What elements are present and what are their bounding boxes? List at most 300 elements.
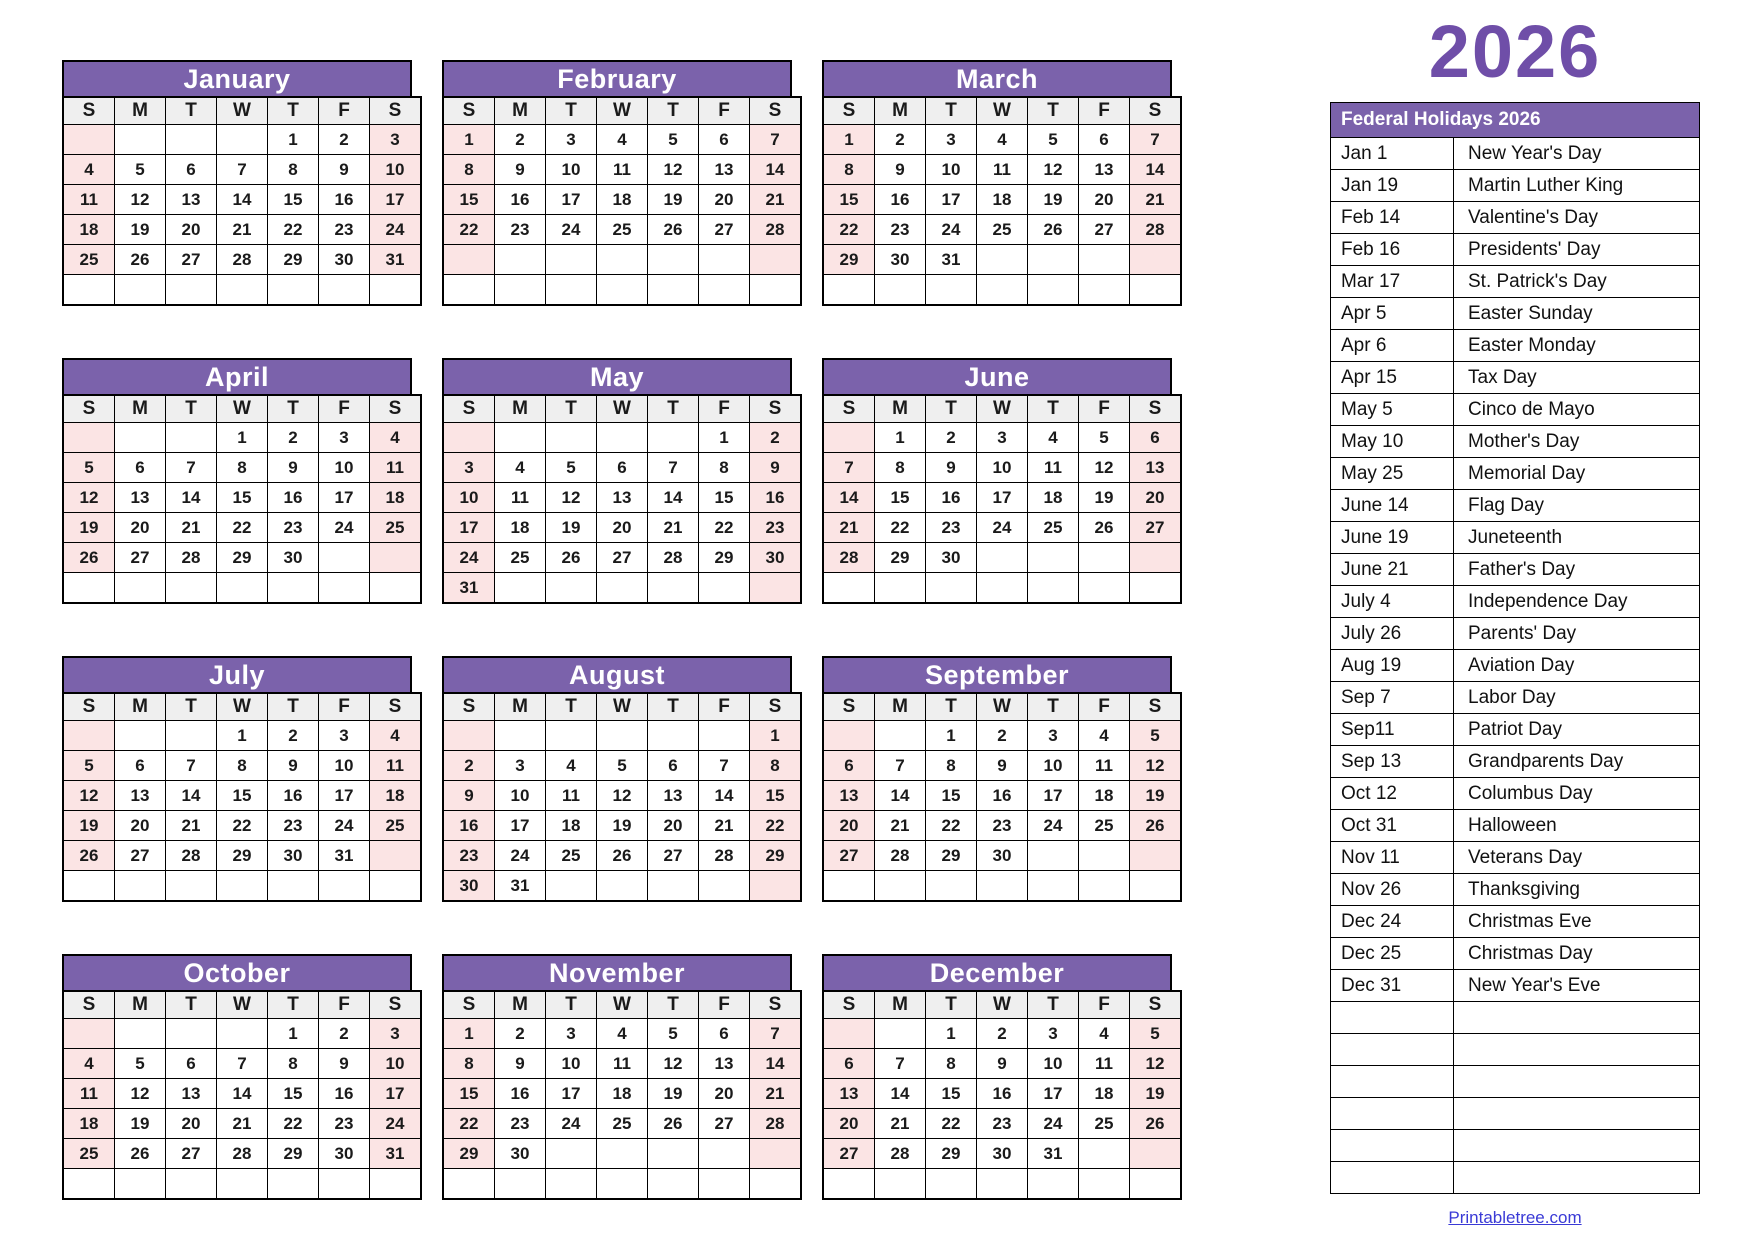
week-row (443, 573, 801, 604)
day-cell: 16 (319, 185, 370, 215)
empty-cell (823, 1019, 875, 1049)
day-cell: 29 (268, 1139, 319, 1169)
holiday-name: Veterans Day (1454, 842, 1700, 874)
weekday-header: M (495, 395, 546, 423)
week-row (443, 1019, 801, 1049)
empty-cell (1130, 543, 1182, 573)
holiday-row (1331, 490, 1700, 522)
day-cell: 31 (319, 841, 370, 871)
holiday-name: Labor Day (1454, 682, 1700, 714)
holiday-row (1331, 906, 1700, 938)
day-cell: 28 (648, 543, 699, 573)
weekday-header: T (546, 395, 597, 423)
day-cell: 4 (63, 1049, 115, 1079)
day-cell: 23 (495, 215, 546, 245)
day-cell: 21 (217, 1109, 268, 1139)
day-cell: 12 (1130, 751, 1182, 781)
holiday-name: Mother's Day (1454, 426, 1700, 458)
holiday-name: Juneteenth (1454, 522, 1700, 554)
holiday-name: Cinco de Mayo (1454, 394, 1700, 426)
day-cell: 15 (926, 781, 977, 811)
holiday-date: June 21 (1331, 554, 1454, 586)
day-cell: 10 (546, 1049, 597, 1079)
empty-cell (63, 1169, 115, 1200)
day-cell: 8 (699, 453, 750, 483)
day-cell: 1 (443, 1019, 495, 1049)
day-cell: 2 (926, 423, 977, 453)
day-cell: 7 (166, 453, 217, 483)
holiday-empty-name (1454, 1002, 1700, 1034)
day-cell: 2 (977, 1019, 1028, 1049)
day-cell: 1 (217, 721, 268, 751)
weekday-header: T (268, 395, 319, 423)
day-cell: 29 (217, 841, 268, 871)
week-row (63, 721, 421, 751)
day-cell: 25 (546, 841, 597, 871)
day-cell: 27 (1130, 513, 1182, 543)
week-row (823, 1139, 1181, 1169)
day-cell: 3 (443, 453, 495, 483)
day-cell: 24 (546, 1109, 597, 1139)
week-row (63, 215, 421, 245)
day-cell: 17 (370, 185, 422, 215)
weekday-header: T (166, 693, 217, 721)
week-row (823, 751, 1181, 781)
day-cell: 20 (597, 513, 648, 543)
day-cell: 24 (370, 1109, 422, 1139)
empty-cell (1130, 841, 1182, 871)
day-cell: 12 (597, 781, 648, 811)
weekday-header: T (648, 395, 699, 423)
empty-cell (268, 275, 319, 306)
day-cell: 15 (750, 781, 802, 811)
day-cell: 25 (370, 513, 422, 543)
day-cell: 31 (495, 871, 546, 902)
weekday-header: T (1028, 693, 1079, 721)
empty-cell (443, 275, 495, 306)
week-row (443, 1079, 801, 1109)
day-cell: 16 (268, 781, 319, 811)
weekday-header: S (1130, 97, 1182, 125)
empty-cell (370, 841, 422, 871)
day-cell: 18 (495, 513, 546, 543)
weekday-header: W (217, 693, 268, 721)
day-cell: 14 (823, 483, 875, 513)
day-cell: 25 (370, 811, 422, 841)
weekday-header: T (648, 693, 699, 721)
empty-cell (1028, 871, 1079, 902)
weekday-header: F (319, 395, 370, 423)
day-cell: 25 (1028, 513, 1079, 543)
day-cell: 18 (546, 811, 597, 841)
day-cell: 4 (597, 125, 648, 155)
empty-cell (1079, 1169, 1130, 1200)
holiday-name: Christmas Eve (1454, 906, 1700, 938)
day-cell: 14 (750, 155, 802, 185)
week-row (823, 1169, 1181, 1200)
holiday-empty-name (1454, 1034, 1700, 1066)
day-cell: 3 (495, 751, 546, 781)
day-cell: 4 (495, 453, 546, 483)
day-cell: 2 (495, 1019, 546, 1049)
day-cell: 8 (217, 751, 268, 781)
week-row (63, 423, 421, 453)
empty-cell (977, 543, 1028, 573)
holiday-date: Dec 31 (1331, 970, 1454, 1002)
holiday-date: June 14 (1331, 490, 1454, 522)
holiday-name: New Year's Eve (1454, 970, 1700, 1002)
day-cell: 31 (370, 1139, 422, 1169)
day-cell: 7 (217, 155, 268, 185)
week-row (823, 543, 1181, 573)
week-row (63, 543, 421, 573)
day-cell: 16 (268, 483, 319, 513)
day-cell: 21 (166, 513, 217, 543)
holiday-date: Mar 17 (1331, 266, 1454, 298)
weekday-header: T (268, 693, 319, 721)
week-row (63, 275, 421, 306)
day-cell: 13 (597, 483, 648, 513)
day-cell: 5 (63, 751, 115, 781)
weekday-header: F (1079, 97, 1130, 125)
day-cell: 9 (977, 751, 1028, 781)
holiday-date: Sep 13 (1331, 746, 1454, 778)
day-cell: 11 (1079, 751, 1130, 781)
month-title: November (442, 954, 792, 990)
day-cell: 19 (63, 513, 115, 543)
day-cell: 9 (268, 751, 319, 781)
weekday-header: S (750, 693, 802, 721)
day-cell: 29 (750, 841, 802, 871)
day-cell: 26 (115, 245, 166, 275)
day-cell: 7 (1130, 125, 1182, 155)
month-title: June (822, 358, 1172, 394)
day-cell: 7 (875, 751, 926, 781)
weekday-header: T (546, 991, 597, 1019)
holiday-empty-name (1454, 1098, 1700, 1130)
day-cell: 12 (115, 1079, 166, 1109)
weekday-header: S (443, 97, 495, 125)
day-cell: 18 (1079, 1079, 1130, 1109)
day-cell: 25 (597, 1109, 648, 1139)
month-table (62, 990, 422, 1200)
day-cell: 8 (268, 1049, 319, 1079)
weekday-header: W (217, 991, 268, 1019)
day-cell: 27 (1079, 215, 1130, 245)
day-cell: 15 (217, 483, 268, 513)
holiday-row (1331, 810, 1700, 842)
day-cell: 28 (875, 841, 926, 871)
day-cell: 13 (699, 155, 750, 185)
weekday-header: M (875, 97, 926, 125)
day-cell: 18 (63, 1109, 115, 1139)
holiday-date: June 19 (1331, 522, 1454, 554)
weekday-header: M (495, 693, 546, 721)
empty-cell (115, 125, 166, 155)
day-cell: 23 (977, 811, 1028, 841)
empty-cell (750, 275, 802, 306)
month-title: July (62, 656, 412, 692)
holiday-name: Flag Day (1454, 490, 1700, 522)
day-cell: 7 (823, 453, 875, 483)
month-block (442, 60, 792, 306)
holiday-row (1331, 938, 1700, 970)
day-cell: 29 (699, 543, 750, 573)
month-table (62, 394, 422, 604)
day-cell: 27 (115, 841, 166, 871)
day-cell: 30 (268, 543, 319, 573)
day-cell: 19 (1028, 185, 1079, 215)
holiday-empty-row (1331, 1162, 1700, 1194)
month-table (62, 96, 422, 306)
day-cell: 26 (63, 543, 115, 573)
month-table (822, 96, 1182, 306)
empty-cell (1130, 573, 1182, 604)
day-cell: 20 (823, 811, 875, 841)
day-cell: 24 (1028, 1109, 1079, 1139)
day-cell: 8 (926, 751, 977, 781)
day-cell: 13 (699, 1049, 750, 1079)
empty-cell (115, 721, 166, 751)
holiday-date: Sep 7 (1331, 682, 1454, 714)
day-cell: 22 (699, 513, 750, 543)
month-table (442, 692, 802, 902)
empty-cell (370, 543, 422, 573)
holiday-date: Apr 5 (1331, 298, 1454, 330)
day-cell: 28 (166, 841, 217, 871)
empty-cell (115, 573, 166, 604)
day-cell: 8 (926, 1049, 977, 1079)
month-table (442, 394, 802, 604)
day-cell: 12 (1130, 1049, 1182, 1079)
weekday-header: M (875, 395, 926, 423)
week-row (823, 841, 1181, 871)
day-cell: 14 (875, 1079, 926, 1109)
weekday-header: W (597, 395, 648, 423)
day-cell: 13 (823, 781, 875, 811)
empty-cell (63, 423, 115, 453)
weekday-header: S (1130, 395, 1182, 423)
day-cell: 11 (597, 155, 648, 185)
day-cell: 7 (166, 751, 217, 781)
week-row (63, 513, 421, 543)
day-cell: 23 (875, 215, 926, 245)
empty-cell (495, 721, 546, 751)
day-cell: 15 (823, 185, 875, 215)
empty-cell (699, 871, 750, 902)
holiday-empty-name (1454, 1066, 1700, 1098)
empty-cell (319, 543, 370, 573)
empty-cell (699, 1169, 750, 1200)
week-row (63, 1139, 421, 1169)
month-table (442, 990, 802, 1200)
empty-cell (546, 1169, 597, 1200)
weekday-header: T (648, 991, 699, 1019)
empty-cell (115, 1169, 166, 1200)
day-cell: 18 (1079, 781, 1130, 811)
day-cell: 13 (1079, 155, 1130, 185)
month-table (822, 990, 1182, 1200)
calendar-row (62, 954, 1252, 1200)
day-cell: 25 (495, 543, 546, 573)
day-cell: 4 (63, 155, 115, 185)
holiday-date: Feb 14 (1331, 202, 1454, 234)
empty-cell (597, 573, 648, 604)
empty-cell (1079, 841, 1130, 871)
day-cell: 21 (875, 811, 926, 841)
day-cell: 23 (926, 513, 977, 543)
holiday-name: Valentine's Day (1454, 202, 1700, 234)
calendar-row (62, 60, 1252, 306)
footer-link[interactable]: Printabletree.com (1448, 1208, 1582, 1227)
empty-cell (319, 573, 370, 604)
empty-cell (63, 573, 115, 604)
day-cell: 5 (1028, 125, 1079, 155)
empty-cell (1079, 1139, 1130, 1169)
empty-cell (166, 125, 217, 155)
week-row (443, 245, 801, 275)
weekday-header: T (166, 97, 217, 125)
day-cell: 18 (597, 1079, 648, 1109)
day-cell: 28 (217, 1139, 268, 1169)
holiday-row (1331, 362, 1700, 394)
day-cell: 21 (750, 185, 802, 215)
empty-cell (1079, 871, 1130, 902)
empty-cell (370, 275, 422, 306)
empty-cell (546, 871, 597, 902)
day-cell: 21 (1130, 185, 1182, 215)
day-cell: 19 (1130, 781, 1182, 811)
empty-cell (1130, 1169, 1182, 1200)
week-row (823, 275, 1181, 306)
weekday-header: F (1079, 991, 1130, 1019)
holiday-row (1331, 266, 1700, 298)
empty-cell (166, 1019, 217, 1049)
day-cell: 29 (926, 841, 977, 871)
holiday-row (1331, 682, 1700, 714)
weekday-header: M (495, 991, 546, 1019)
week-row (823, 513, 1181, 543)
empty-cell (875, 721, 926, 751)
empty-cell (166, 423, 217, 453)
empty-cell (115, 275, 166, 306)
day-cell: 9 (977, 1049, 1028, 1079)
empty-cell (1079, 543, 1130, 573)
day-cell: 30 (977, 1139, 1028, 1169)
holiday-date: Dec 25 (1331, 938, 1454, 970)
weekday-header: W (977, 693, 1028, 721)
day-cell: 29 (926, 1139, 977, 1169)
day-cell: 2 (268, 423, 319, 453)
holiday-row (1331, 426, 1700, 458)
month-table (62, 692, 422, 902)
day-cell: 5 (648, 1019, 699, 1049)
weekday-header: T (166, 991, 217, 1019)
day-cell: 29 (443, 1139, 495, 1169)
day-cell: 22 (443, 215, 495, 245)
holiday-row (1331, 458, 1700, 490)
day-cell: 1 (823, 125, 875, 155)
week-row (63, 483, 421, 513)
day-cell: 27 (699, 215, 750, 245)
holiday-date: Dec 24 (1331, 906, 1454, 938)
day-cell: 16 (443, 811, 495, 841)
week-row (443, 781, 801, 811)
holiday-name: Grandparents Day (1454, 746, 1700, 778)
empty-cell (115, 423, 166, 453)
weekday-header: M (115, 991, 166, 1019)
day-cell: 22 (750, 811, 802, 841)
day-cell: 26 (1130, 811, 1182, 841)
day-cell: 19 (546, 513, 597, 543)
empty-cell (699, 1139, 750, 1169)
week-row (63, 573, 421, 604)
month-table (442, 96, 802, 306)
day-cell: 16 (926, 483, 977, 513)
holiday-row (1331, 714, 1700, 746)
weekday-header: S (370, 693, 422, 721)
day-cell: 11 (370, 751, 422, 781)
week-row (63, 871, 421, 902)
holiday-row (1331, 554, 1700, 586)
day-cell: 29 (217, 543, 268, 573)
week-row (63, 751, 421, 781)
day-cell: 13 (115, 483, 166, 513)
empty-cell (926, 573, 977, 604)
weekday-header: F (699, 395, 750, 423)
empty-cell (443, 423, 495, 453)
day-cell: 30 (268, 841, 319, 871)
weekday-header: S (63, 693, 115, 721)
month-block (822, 954, 1172, 1200)
empty-cell (823, 721, 875, 751)
empty-cell (495, 423, 546, 453)
day-cell: 10 (495, 781, 546, 811)
empty-cell (1028, 275, 1079, 306)
day-cell: 1 (443, 125, 495, 155)
empty-cell (750, 573, 802, 604)
day-cell: 13 (166, 1079, 217, 1109)
week-row (823, 811, 1181, 841)
holiday-empty-date (1331, 1034, 1454, 1066)
holiday-name: Easter Monday (1454, 330, 1700, 362)
empty-cell (63, 1019, 115, 1049)
day-cell: 17 (546, 185, 597, 215)
day-cell: 5 (648, 125, 699, 155)
holiday-row (1331, 970, 1700, 1002)
holiday-row (1331, 778, 1700, 810)
empty-cell (648, 871, 699, 902)
weekday-header: T (926, 693, 977, 721)
weekday-header: S (1130, 693, 1182, 721)
day-cell: 3 (319, 721, 370, 751)
empty-cell (597, 721, 648, 751)
day-cell: 11 (63, 185, 115, 215)
day-cell: 17 (926, 185, 977, 215)
day-cell: 2 (443, 751, 495, 781)
empty-cell (648, 423, 699, 453)
day-cell: 21 (750, 1079, 802, 1109)
day-cell: 8 (750, 751, 802, 781)
weekday-header: F (1079, 395, 1130, 423)
day-cell: 4 (370, 423, 422, 453)
empty-cell (63, 871, 115, 902)
week-row (823, 573, 1181, 604)
empty-cell (1130, 245, 1182, 275)
empty-cell (268, 1169, 319, 1200)
empty-cell (977, 573, 1028, 604)
week-row (823, 423, 1181, 453)
